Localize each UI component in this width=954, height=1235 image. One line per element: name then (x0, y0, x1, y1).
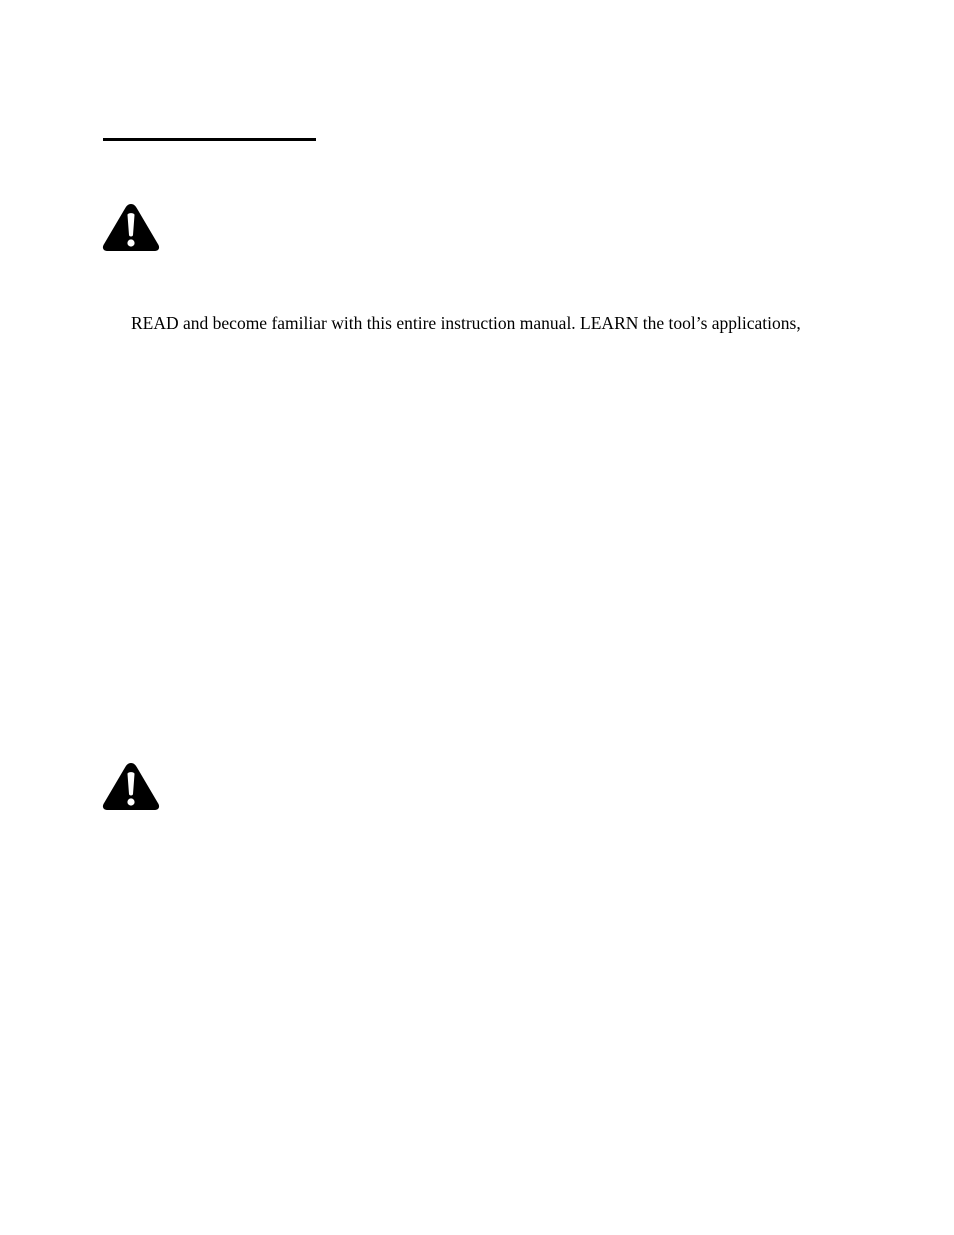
intro-paragraph: READ and become familiar with this entire instruction manual. LEARN the tool’s applications, (131, 313, 801, 333)
section-heading-rule (103, 138, 316, 141)
warning-triangle-icon (101, 202, 161, 252)
warning-triangle-icon (101, 761, 161, 811)
